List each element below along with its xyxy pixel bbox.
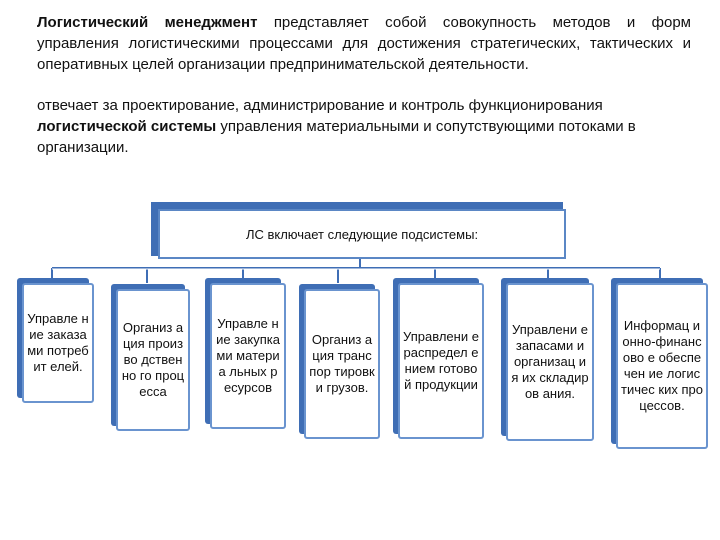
subsystem-label: Организ ация транспор тировки грузов. [309, 332, 375, 395]
role-text-before: отвечает за проектирование, администрирование и контроль функционирования [37, 97, 603, 114]
intro-bold-term: Логистический менеджмент [37, 14, 258, 31]
subsystems-header [158, 209, 566, 259]
subsystem-label: Управле ние заказами потребит елей. [27, 311, 89, 374]
subsystem-label: Организ ация произво дственно го процесса [121, 320, 185, 399]
subsystem-box-distribution [398, 283, 484, 439]
subsystem-box-orders [22, 283, 94, 403]
subsystems-header-label: ЛС включает следующие подсистемы: [245, 226, 479, 242]
role-bold-term: логистической системы [37, 118, 217, 135]
intro-text: представляет собой совокупность методов и форм управления логистическими процессами для достижения стратегических, тактических и оперативных целей организации предпринимательской деятельности. [37, 14, 691, 73]
subsystem-box-transport [304, 289, 380, 439]
subsystem-box-information-finance [616, 283, 708, 449]
subsystem-label: Управле ние закупка ми материа льных ресурсов [216, 316, 280, 395]
subsystem-label: Управлени е запасами и организац ия их складиров ания. [511, 322, 589, 401]
subsystem-box-production [116, 289, 190, 431]
role-text-after: управления материальными и сопутствующими потоками в организации. [37, 118, 636, 156]
subsystem-box-inventory [506, 283, 594, 441]
subsystem-box-procurement [210, 283, 286, 429]
subsystem-label: Информац ионно-финансово е обеспечен ие логистичес ких процессов. [621, 318, 703, 413]
subsystem-label: Управлени е распредел ением готовой продукции [403, 329, 479, 392]
